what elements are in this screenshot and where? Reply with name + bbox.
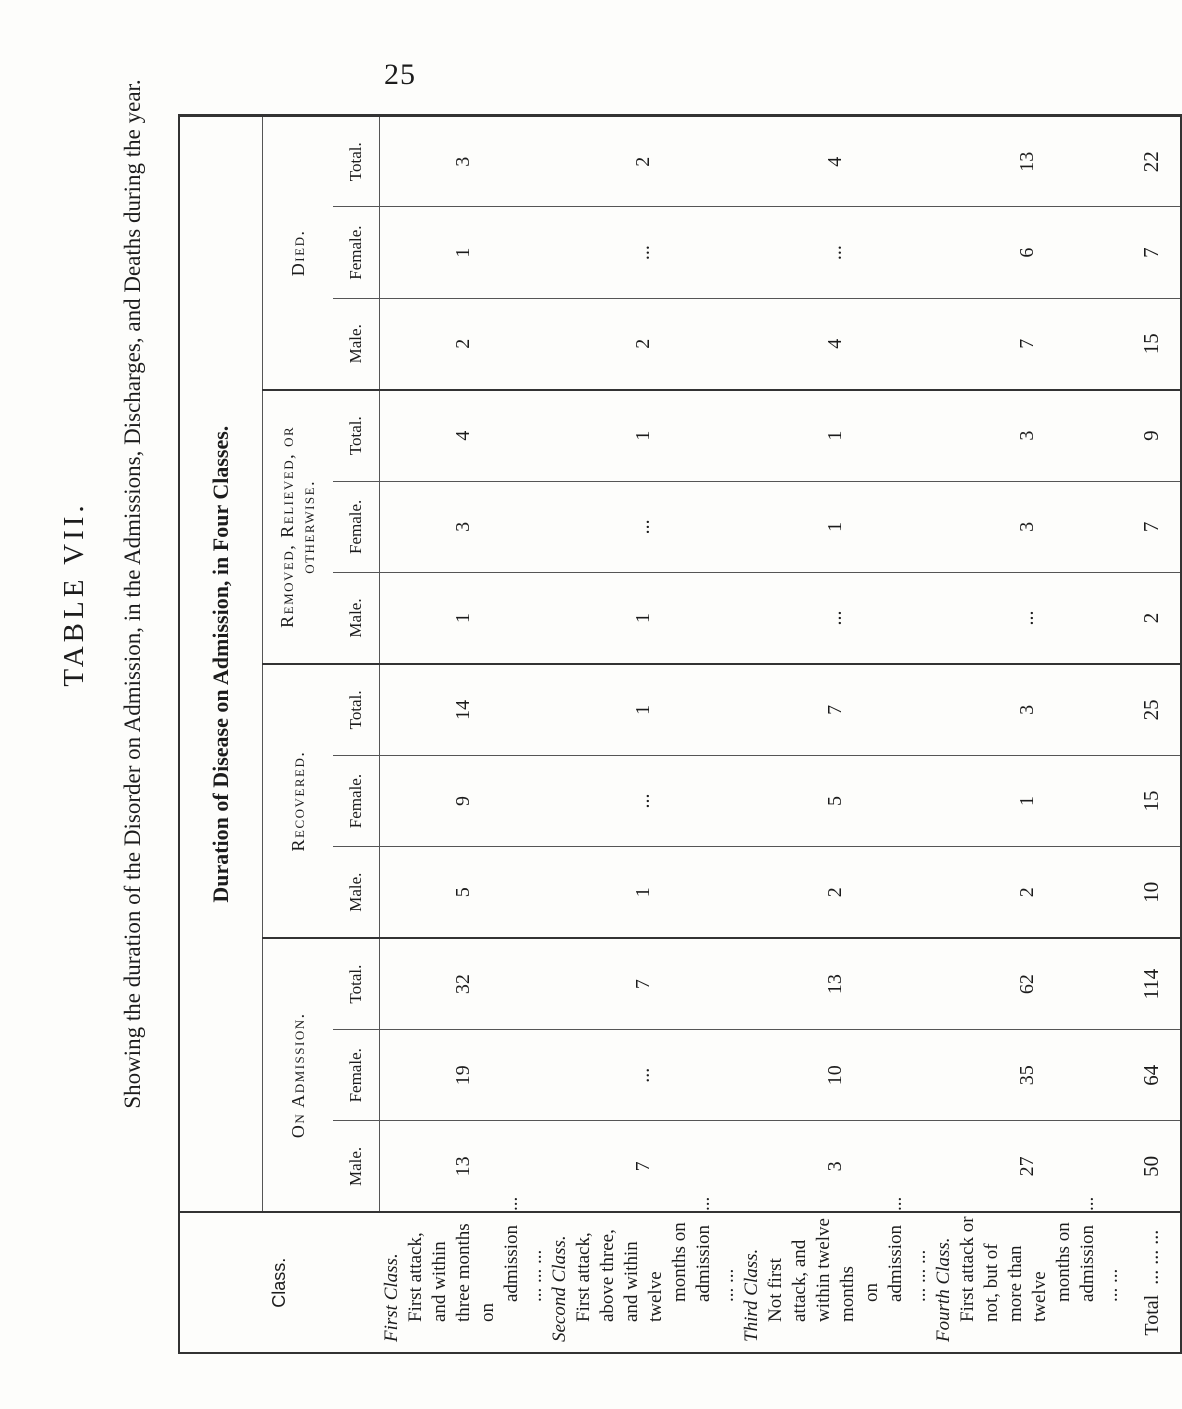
value-cell: 32 <box>380 938 548 1029</box>
dot-leaders: ... ... ... <box>692 1196 738 1302</box>
total-label: Total <box>1140 1294 1163 1336</box>
class-name: First Class. <box>380 1253 402 1342</box>
value-cell: 5 <box>740 755 932 846</box>
group-header-removed-relieved: Removed, Relieved, or otherwise. <box>263 390 334 664</box>
table-row <box>548 116 740 1354</box>
duration-table <box>178 114 1182 1354</box>
value-cell: 3 <box>932 390 1124 481</box>
group-header-died: Died. <box>263 116 334 390</box>
value-cell: 1 <box>548 390 740 481</box>
class-description <box>740 1196 932 1353</box>
value-cell: 10 <box>740 1030 932 1121</box>
class-name: Second Class. <box>548 1235 570 1342</box>
class-name: Fourth Class. <box>932 1237 954 1342</box>
sub-header-female: Female. <box>333 755 380 846</box>
value-cell: 13 <box>380 1121 548 1212</box>
value-cell: 7 <box>548 1121 740 1212</box>
page-number: 25 <box>384 58 416 91</box>
value-cell: 2 <box>740 847 932 938</box>
value-cell: 4 <box>740 116 932 207</box>
value-cell: 4 <box>740 298 932 389</box>
value-cell: 62 <box>932 938 1124 1029</box>
total-label-cell <box>1124 1212 1181 1353</box>
value-cell: 5 <box>380 847 548 938</box>
dot-leaders: ... ... ... ... <box>500 1196 546 1302</box>
value-cell: 13 <box>932 116 1124 207</box>
sub-header-male: Male. <box>333 1121 380 1212</box>
class-description-line1: Not first attack, and within twelve months <box>764 1218 858 1322</box>
value-cell: 114 <box>1124 938 1181 1029</box>
table-row <box>380 116 548 1354</box>
value-cell: 13 <box>740 938 932 1029</box>
value-cell: 9 <box>380 755 548 846</box>
table-subtitle: Showing the duration of the Disorder on Admission, in the Admissions, Discharges, and Deaths during the year. <box>120 79 145 1109</box>
value-cell: ... <box>548 207 740 298</box>
value-cell: 7 <box>1124 481 1181 572</box>
sub-header-total: Total. <box>333 938 380 1029</box>
group-header-on-admission: On Admission. <box>263 938 334 1212</box>
value-cell: 10 <box>1124 847 1181 938</box>
value-cell: ... <box>932 573 1124 664</box>
total-row <box>1124 116 1181 1354</box>
value-cell: 15 <box>1124 755 1181 846</box>
value-cell: ... <box>548 1030 740 1121</box>
value-cell: 3 <box>740 1121 932 1212</box>
sub-header-male: Male. <box>333 847 380 938</box>
value-cell: 1 <box>548 573 740 664</box>
sub-header-total: Total. <box>333 390 380 481</box>
value-cell: 3 <box>932 481 1124 572</box>
value-cell: 7 <box>548 938 740 1029</box>
value-cell: ... <box>548 755 740 846</box>
sub-header-female: Female. <box>333 1030 380 1121</box>
class-description-line1: First attack, above three, and within twelve <box>572 1229 666 1322</box>
value-cell: ... <box>548 481 740 572</box>
value-cell: 14 <box>380 664 548 755</box>
value-cell: 3 <box>380 116 548 207</box>
duration-super-header: Duration of Disease on Admission, in Four Classes. <box>179 116 263 1213</box>
class-description <box>932 1196 1124 1353</box>
class-description-line2: admission <box>500 1224 522 1302</box>
dot-leaders: ... ... ... <box>1140 1229 1163 1285</box>
class-description-line2: months on admission <box>1052 1222 1098 1302</box>
value-cell: 25 <box>1124 664 1181 755</box>
class-description <box>548 1196 740 1353</box>
class-description-line2: on admission <box>860 1224 906 1302</box>
value-cell: 2 <box>932 847 1124 938</box>
value-cell: 7 <box>932 298 1124 389</box>
value-cell: 1 <box>548 664 740 755</box>
value-cell: 1 <box>740 481 932 572</box>
sub-header-male: Male. <box>333 298 380 389</box>
table-title: TABLE VII. <box>58 501 90 687</box>
value-cell: 9 <box>1124 390 1181 481</box>
value-cell: 7 <box>740 664 932 755</box>
value-cell: 6 <box>932 207 1124 298</box>
value-cell: 1 <box>740 390 932 481</box>
class-description-line1: First attack, and within three months on <box>404 1223 498 1322</box>
value-cell: 19 <box>380 1030 548 1121</box>
table-row <box>932 116 1124 1354</box>
value-cell: 2 <box>548 298 740 389</box>
class-description-line1: First attack or not, but of more than twelve <box>956 1216 1050 1322</box>
class-name: Third Class. <box>740 1248 762 1342</box>
sub-header-female: Female. <box>333 207 380 298</box>
value-cell: 1 <box>380 573 548 664</box>
value-cell: 1 <box>932 755 1124 846</box>
group-header-recovered: Recovered. <box>263 664 334 938</box>
value-cell: 1 <box>548 847 740 938</box>
table-row <box>740 116 932 1354</box>
sub-header-female: Female. <box>333 481 380 572</box>
value-cell: 2 <box>548 116 740 207</box>
value-cell: 64 <box>1124 1030 1181 1121</box>
table-body <box>380 116 1181 1354</box>
value-cell: 2 <box>1124 573 1181 664</box>
value-cell: 50 <box>1124 1121 1181 1212</box>
class-description-line2: months on admission <box>668 1222 714 1302</box>
sub-header-male: Male. <box>333 573 380 664</box>
class-description <box>380 1196 548 1353</box>
value-cell: 3 <box>932 664 1124 755</box>
value-cell: 1 <box>380 207 548 298</box>
value-cell: ... <box>740 573 932 664</box>
value-cell: 4 <box>380 390 548 481</box>
value-cell: ... <box>740 207 932 298</box>
dot-leaders: ... ... ... ... <box>884 1196 930 1302</box>
sub-header-total: Total. <box>333 664 380 755</box>
sub-header-total: Total. <box>333 116 380 207</box>
value-cell: 3 <box>380 481 548 572</box>
value-cell: 7 <box>1124 207 1181 298</box>
value-cell: 15 <box>1124 298 1181 389</box>
value-cell: 35 <box>932 1030 1124 1121</box>
value-cell: 27 <box>932 1121 1124 1212</box>
class-column-header: Class. <box>179 1212 380 1353</box>
value-cell: 2 <box>380 298 548 389</box>
dot-leaders: ... ... ... <box>1076 1196 1122 1302</box>
value-cell: 22 <box>1124 116 1181 207</box>
